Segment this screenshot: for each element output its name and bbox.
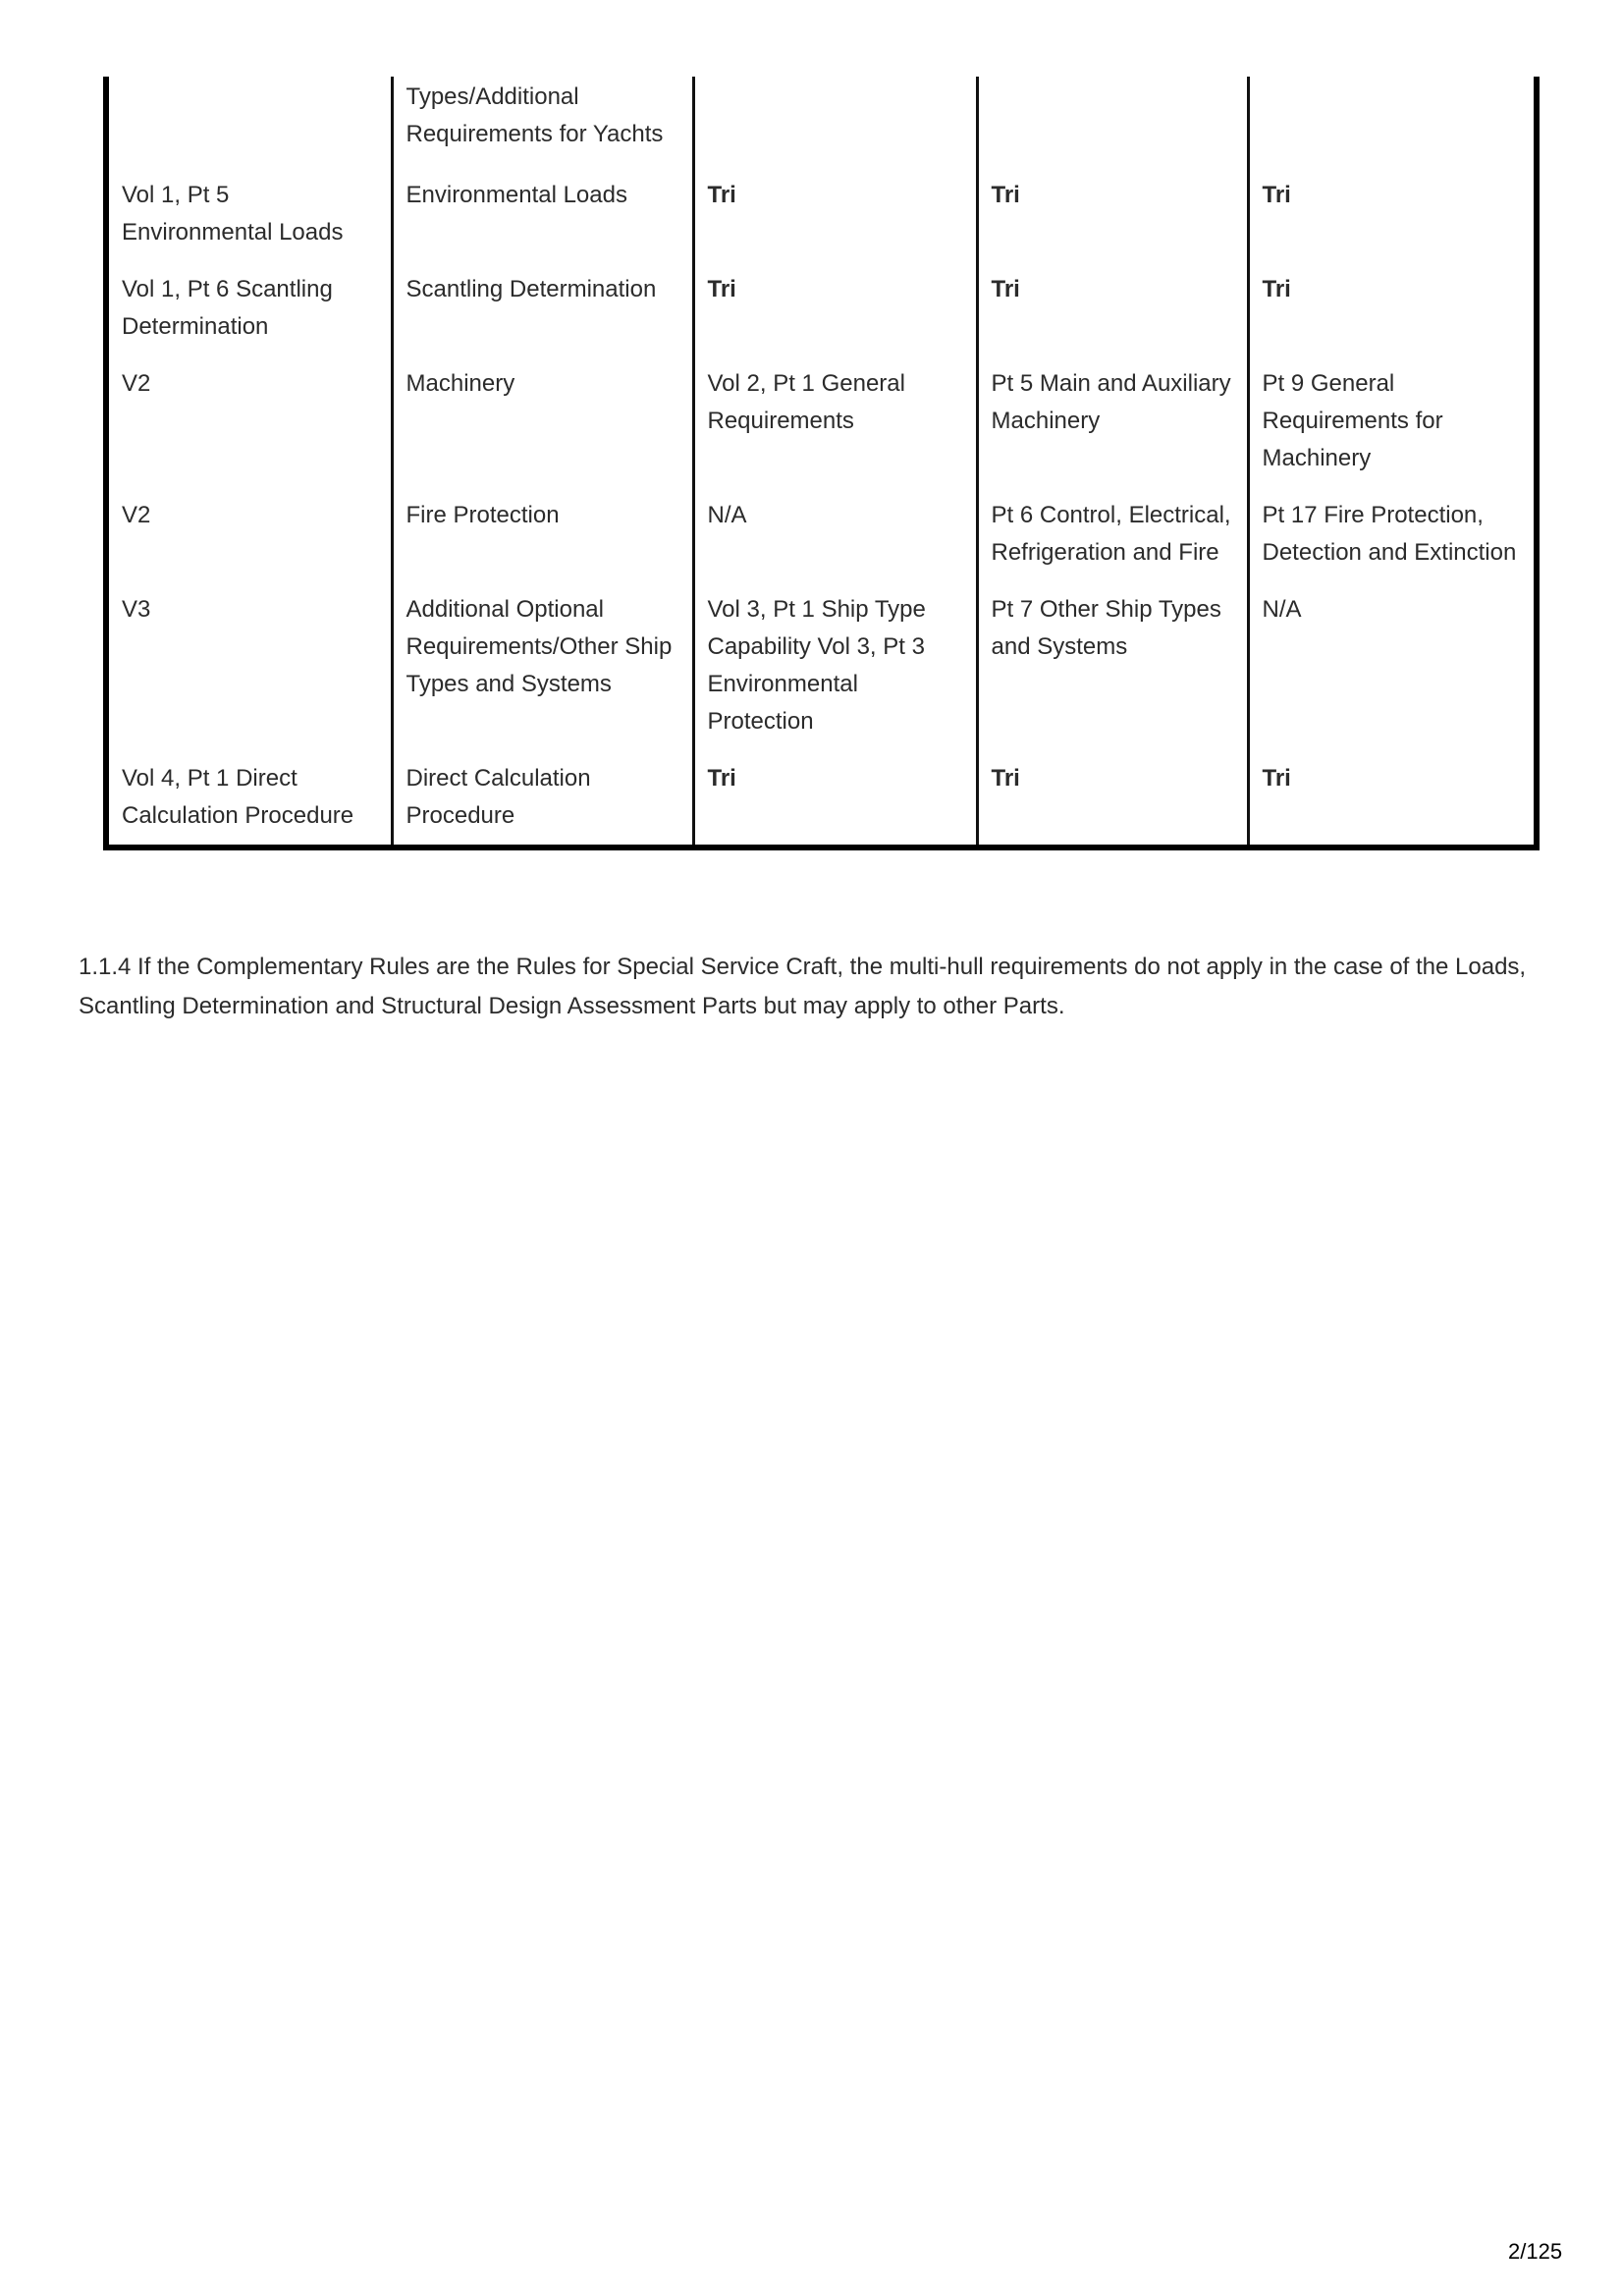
table-cell: Scantling Determination bbox=[392, 271, 693, 365]
table-cell: Tri bbox=[1248, 271, 1537, 365]
rule-link[interactable]: Vol 4, Pt 1 Direct Calculation Procedure bbox=[106, 760, 392, 847]
table-row bbox=[106, 177, 1537, 271]
table-row bbox=[106, 365, 1537, 497]
table-cell bbox=[977, 77, 1248, 177]
table-cell: N/A bbox=[693, 497, 977, 591]
table-cell: Tri bbox=[977, 177, 1248, 271]
table-cell bbox=[693, 77, 977, 177]
table-row bbox=[106, 497, 1537, 591]
table-cell: Tri bbox=[693, 177, 977, 271]
table-cell: Tri bbox=[693, 760, 977, 847]
rule-link[interactable]: Pt 6 Control, Electrical, Refrigeration and Fire bbox=[977, 497, 1248, 591]
table-cell: V2 bbox=[106, 497, 392, 591]
table-cell: Fire Protection bbox=[392, 497, 693, 591]
table-cell: Tri bbox=[977, 271, 1248, 365]
table-cell: Tri bbox=[1248, 760, 1537, 847]
table-cell: N/A bbox=[1248, 591, 1537, 760]
table-row bbox=[106, 760, 1537, 847]
table-cell: Additional Optional Requirements/Other Ship Types and Systems bbox=[392, 591, 693, 760]
rule-link[interactable]: Pt 7 Other Ship Types and Systems bbox=[977, 591, 1248, 760]
rule-link[interactable]: Vol 1, Pt 6 Scantling Determination bbox=[106, 271, 392, 365]
rule-link[interactable]: Pt 17 Fire Protection, Detection and Extinction bbox=[1248, 497, 1537, 591]
rule-link[interactable]: Pt 9 General Requirements for Machinery bbox=[1248, 365, 1537, 497]
table-cell: Machinery bbox=[392, 365, 693, 497]
table-cell: V3 bbox=[106, 591, 392, 760]
table-cell: Tri bbox=[693, 271, 977, 365]
table-cell: Types/Additional Requirements for Yachts bbox=[392, 77, 693, 177]
rule-link[interactable]: Pt 5 Main and Auxiliary Machinery bbox=[977, 365, 1248, 497]
table-cell bbox=[106, 77, 392, 177]
rule-link[interactable]: Vol 3, Pt 1 Ship Type Capability Vol 3, Pt 3 Environmental Protection bbox=[693, 591, 977, 760]
table-cell: Direct Calculation Procedure bbox=[392, 760, 693, 847]
table-cell: V2 bbox=[106, 365, 392, 497]
rules-table bbox=[103, 77, 1540, 850]
table-cell bbox=[1248, 77, 1537, 177]
table-cell: Tri bbox=[977, 760, 1248, 847]
rule-link[interactable]: Vol 1, Pt 5 Environmental Loads bbox=[106, 177, 392, 271]
table-row bbox=[106, 591, 1537, 760]
table-cell: Tri bbox=[1248, 177, 1537, 271]
table-row bbox=[106, 77, 1537, 177]
table-cell: Environmental Loads bbox=[392, 177, 693, 271]
rule-link[interactable]: Vol 2, Pt 1 General Requirements bbox=[693, 365, 977, 497]
note-paragraph: 1.1.4 If the Complementary Rules are the Rules for Special Service Craft, the multi-hull requirements do not apply in the case of the Loads, Scantling Determination and Structural Design Assessment Parts but may apply to other Parts. bbox=[79, 954, 1527, 1019]
table-row bbox=[106, 271, 1537, 365]
page-number: 2/125 bbox=[1508, 2239, 1563, 2264]
